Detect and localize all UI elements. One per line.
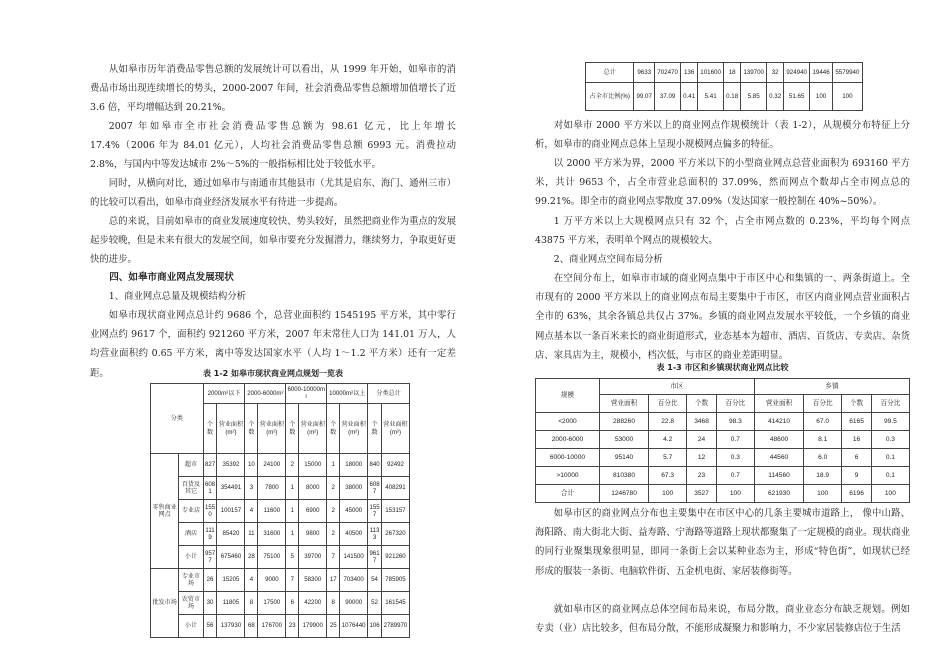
table-row (536, 467, 910, 485)
table-cell: 68 (245, 615, 258, 638)
table-cell: 3468 (687, 413, 717, 431)
table-caption: 表 1-3 市区和乡镇现状商业网点比较 (656, 363, 789, 372)
table-cell: 100157 (217, 500, 245, 523)
table-cell: 0.3 (871, 431, 909, 449)
table-cell: 10 (245, 454, 258, 477)
table-cell: 51.65 (784, 83, 810, 111)
table-cell: 6 (842, 449, 872, 467)
table-cell: 99.07 (634, 83, 655, 111)
header-cell: 个数 (245, 404, 258, 454)
table-cell: 53000 (599, 431, 648, 449)
table-cell: 百分比 (649, 395, 687, 413)
table-cell: 52 (368, 592, 382, 615)
table-cell: 924940 (784, 63, 810, 83)
table-cell: 22.8 (649, 413, 687, 431)
table-cell: 114560 (754, 467, 803, 485)
table-cell: 5.7 (649, 449, 687, 467)
table-cell: 0.32 (767, 83, 784, 111)
table-cell: 15205 (217, 569, 245, 592)
table-cell: 2 (327, 523, 340, 546)
table-cell: 1557 (368, 500, 382, 523)
table-cell: 24 (687, 431, 717, 449)
table-cell: 6165 (842, 413, 872, 431)
table-cell: 92492 (381, 454, 409, 477)
table-cell: 占全市比例(%) (586, 83, 634, 111)
table-cell: 百分比 (716, 395, 754, 413)
table-cell: 9 (842, 467, 872, 485)
table-cell: 267320 (381, 523, 409, 546)
table-cell: 58300 (299, 569, 327, 592)
table-cell: 1 (286, 500, 299, 523)
table-cell: 44560 (754, 449, 803, 467)
table-cell: 8 (245, 592, 258, 615)
table-cell: 161545 (381, 592, 409, 615)
table-cell: 18000 (340, 454, 368, 477)
table-cell: 54 (368, 569, 382, 592)
table-cell: 100 (832, 83, 862, 111)
table-cell: 810380 (599, 467, 648, 485)
table-cell: 921260 (381, 546, 409, 569)
table-cell: 100 (804, 485, 842, 503)
table-cell: 9800 (299, 523, 327, 546)
header-cell: 乡镇 (754, 379, 909, 395)
table-cell: 11805 (217, 592, 245, 615)
table-cell: 11600 (258, 500, 286, 523)
table-cell: 17 (327, 569, 340, 592)
table-row (586, 63, 863, 83)
table-row (536, 431, 910, 449)
header-cell: 个数 (327, 404, 340, 454)
table-cell: 25 (327, 615, 340, 638)
paragraph: 如皋市区的商业网点分布也主要集中在市区中心的几条主要城市道路上， 像中山路、海阳路、南大街北大街、益寿路、宁海路等道路上现状都聚集了一定规模的商业。现状商业的同行业聚集现象很明显，即同一条街上会以某种业态为主，形成“特色街”，如现状已经形成的服装一条街、电脑软件街、五金机电街、家居装修街等。 (535, 508, 911, 577)
table-cell: 15000 (299, 454, 327, 477)
paragraph: 从如皋市历年消费品零售总额的发展统计可以看出，从 1999 年开始，如皋市的消费品市场出现连续增长的势头，2000-2007 年间，社会消费品零售总额增加值增长了近 3.6 倍，平均增幅达到 20.21%。 (90, 64, 456, 114)
paragraph: 如皋市现状商业网点总计约 9686 个，总营业面积约 1545195 平方米，其中零行业网点约 9617 个，面积约 921260 平方米，2007 年末常住人口为 141.01 万人，人均营业面积约 0.65 平方米，离中等发达国家水平（人均 1～1.2 平方米）还有一定差距。 (90, 310, 456, 379)
header-cell: 个数 (368, 404, 382, 454)
table-cell: 4.2 (649, 431, 687, 449)
header-cell: 2000-6000m² (245, 384, 286, 404)
header-cell: 营业面积(m²) (299, 404, 327, 454)
table-cell: 354491 (217, 477, 245, 500)
table-row (151, 546, 410, 569)
table-cell: 35392 (217, 454, 245, 477)
paragraph: 同时，从横向对比，通过如皋市与南通市其他县市（尤其是启东、海门、通州三市）的比较可以看出，如皋市商业经济发展水平有待进一步提高。 (90, 178, 456, 209)
table-cell: 1 (286, 477, 299, 500)
table-cell: 2 (286, 454, 299, 477)
table-row (151, 615, 410, 638)
paragraph: 在空间分布上，如皋市市域的商业网点集中于市区中心和集镇的一、两条街道上。全市现有的 2000 平方米以上的商业网点布局主要集中于市区，市区内商业网点营业面积占全市的 63%，其余各镇总共仅占 37%。乡镇的商业网点发展水平较低，一个乡镇的商业网点基本以一条百米来长的商业街道形式，业态基本为超市、酒店、百货店、专卖店、杂货店、家具店为主，规模小，档次低，与市区的商业差距明显。 (535, 273, 911, 361)
table-cell: 675460 (217, 546, 245, 569)
table-cell: 23 (286, 615, 299, 638)
table-cell: 1550 (203, 500, 217, 523)
table-cell: 18.9 (804, 467, 842, 485)
header-cell: 10000m²以上 (327, 384, 368, 404)
table-cell: 0.1 (871, 449, 909, 467)
table-cell: 0.7 (716, 467, 754, 485)
table-row (151, 477, 410, 500)
table-cell: 6.0 (804, 449, 842, 467)
table-cell: 90000 (340, 592, 368, 615)
table-cell: 5.41 (697, 83, 723, 111)
table-cell: 621930 (754, 485, 803, 503)
table-cell: 40500 (340, 523, 368, 546)
paragraph: 对如皋市 2000 平方米以上的商业网点作规模统计（表 1-2），从规模分布特征上分析，如皋市的商业网点总体上呈现小规模网点偏多的特征。 (535, 120, 910, 151)
table-cell: 42200 (299, 592, 327, 615)
table-cell: 39700 (299, 546, 327, 569)
table-row (151, 500, 410, 523)
table-cell: 136 (681, 63, 698, 83)
table-cell: 小计 (179, 546, 203, 569)
table-cell: 30 (203, 592, 217, 615)
table-cell: 6900 (299, 500, 327, 523)
table-cell: 0.41 (681, 83, 698, 111)
table-cell: 4 (245, 569, 258, 592)
table-cell: 31600 (258, 523, 286, 546)
table-row (586, 83, 863, 111)
table-cell: 1 (327, 454, 340, 477)
table-cell: 95140 (599, 449, 648, 467)
table-cell: 3 (245, 477, 258, 500)
table-cell: 414210 (754, 413, 803, 431)
table-cell: 1246780 (599, 485, 648, 503)
table-cell: 0.1 (871, 467, 909, 485)
table-row (151, 569, 410, 592)
subsection-heading: 2、商业网点空间布局分析 (553, 254, 663, 265)
header-cell: 市区 (599, 379, 754, 395)
table-cell: 9577 (203, 546, 217, 569)
table-cell: 98.3 (716, 413, 754, 431)
table-cell: 101600 (697, 63, 723, 83)
header-cell: 营业面积(m²) (258, 404, 286, 454)
table-cell: 5.85 (741, 83, 767, 111)
header-cell: 6000-10000m² (286, 384, 327, 404)
table-cell: 7800 (258, 477, 286, 500)
table-cell: 12 (687, 449, 717, 467)
table-cell: 5 (286, 546, 299, 569)
table-cell: <2000 (536, 413, 600, 431)
table-cell: 45000 (340, 500, 368, 523)
table-cell: 38000 (340, 477, 368, 500)
table-cell: 176700 (258, 615, 286, 638)
table-cell: 超市 (179, 454, 203, 477)
table-cell: 11 (245, 523, 258, 546)
table-cell: 7 (286, 569, 299, 592)
header-cell: 规模 (536, 379, 600, 413)
section-heading: 四、如皋市商业网点发展现状 (109, 272, 234, 283)
table-cell: 2 (327, 477, 340, 500)
table-cell: 85420 (217, 523, 245, 546)
table-cell: 100 (649, 485, 687, 503)
paragraph: 总的来说，目前如皋市的商业发展速度较快、势头较好，虽然把商业作为重点的发展起步较晚，但是未来有很大的发展空间，如皋市要充分发掘潜力，继续努力，争取更好更快的进步。 (90, 216, 456, 266)
table-cell: 99.5 (871, 413, 909, 431)
table-cell: 827 (203, 454, 217, 477)
table-cell: 1133 (368, 523, 382, 546)
table-row (536, 485, 910, 503)
paragraph: 以 2000 平方米为界，2000 平方米以下的小型商业网点总营业面积为 693160 平方米，共计 9653 个，占全市营业总面积的 37.09%，然而网点个数却占全市网点总的 99.21%。即全市的商业网点零散度 37.09%（发达国家一般控制在 40%~50%）。 (535, 158, 910, 208)
table-cell: 6087 (368, 477, 382, 500)
header-cell: 分类总计 (368, 384, 410, 404)
table-cell: 0.3 (716, 449, 754, 467)
table-cell: 785905 (381, 569, 409, 592)
table-cell: 0.7 (716, 431, 754, 449)
table-cell: 零售商业网点 (151, 454, 179, 569)
table-cell: 17500 (258, 592, 286, 615)
table-cell: 37.09 (654, 83, 680, 111)
table-cell: 18 (724, 63, 741, 83)
table-row (151, 523, 410, 546)
table-cell: 个数 (842, 395, 872, 413)
table-cell: 酒店 (179, 523, 203, 546)
table-cell: 19446 (810, 63, 832, 83)
paragraph: 2007 年如皋市全市社会消费品零售总额为 98.61 亿元，比上年增长 17.4%（2006 年为 84.01 亿元），人均社会消费品零售总额 6993 元。消费拉动 2.8%，与国内中等发达城市 2%～5%的一般指标相比处于较低水平。 (90, 121, 456, 171)
table-cell: 100 (716, 485, 754, 503)
table-cell: 5579940 (832, 63, 862, 83)
header-cell: 分类 (151, 384, 204, 454)
header-cell: 营业面积(m²) (381, 404, 409, 454)
table-cell: 1119 (203, 523, 217, 546)
table-cell: 141500 (340, 546, 368, 569)
table-cell: 农贸市场 (179, 592, 203, 615)
table-cell: 288260 (599, 413, 648, 431)
table-cell: 6000-10000 (536, 449, 600, 467)
subsection-heading: 1、商业网点总量及规模结构分析 (108, 291, 247, 302)
table-cell: 营业面积 (754, 395, 803, 413)
table-cell: 9000 (258, 569, 286, 592)
table-cell: 153157 (381, 500, 409, 523)
table-cell: 100 (810, 83, 832, 111)
table-cell: 100 (871, 485, 909, 503)
table-cell: 23 (687, 467, 717, 485)
table-cell: 2789970 (381, 615, 409, 638)
paragraph: 就如皋市区的商业网点总体空间布局来说，布局分散，商业业态分布缺乏规划。例如专卖（业）店比较多，但布局分散，不能形成凝聚力和影响力，不少家居装修店位于生活 (535, 604, 910, 635)
table-caption: 表 1-2 如皋市现状商业网点规划一览表 (202, 369, 344, 378)
table-cell: 4 (245, 500, 258, 523)
table-cell: 24100 (258, 454, 286, 477)
table-cell: 179900 (299, 615, 327, 638)
table-cell: 小计 (179, 615, 203, 638)
table-cell: 专业店 (179, 500, 203, 523)
table-cell: 75100 (258, 546, 286, 569)
table-cell: 408291 (381, 477, 409, 500)
table-cell: 总计 (586, 63, 634, 83)
table-cell: 67.0 (804, 413, 842, 431)
table-cell: 8000 (299, 477, 327, 500)
table-row (151, 454, 410, 477)
table-cell: 2000-6000 (536, 431, 600, 449)
table-cell: 百分比 (871, 395, 909, 413)
table-1-2-continued (585, 62, 863, 111)
table-cell: 合计 (536, 485, 600, 503)
table-cell: 专业市场 (179, 569, 203, 592)
table-cell: 137930 (217, 615, 245, 638)
table-cell: 2 (327, 500, 340, 523)
table-cell: 3527 (687, 485, 717, 503)
table-1-3 (535, 378, 910, 503)
table-cell: 9633 (634, 63, 655, 83)
table-cell: 0.18 (724, 83, 741, 111)
table-cell: 6196 (842, 485, 872, 503)
table-cell: 批发市场 (151, 569, 179, 638)
header-cell: 2000m²以下 (203, 384, 245, 404)
table-1-2 (150, 383, 410, 638)
table-cell: 8.1 (804, 431, 842, 449)
table-cell: 26 (203, 569, 217, 592)
table-cell: 703400 (340, 569, 368, 592)
table-row (536, 449, 910, 467)
table-cell: 32 (767, 63, 784, 83)
table-cell: 8 (327, 592, 340, 615)
table-cell: 个数 (687, 395, 717, 413)
table-cell: 7 (327, 546, 340, 569)
table-cell: 702470 (654, 63, 680, 83)
header-cell: 营业面积(m²) (217, 404, 245, 454)
table-cell: 百分比 (804, 395, 842, 413)
table-row (151, 592, 410, 615)
table-cell: 6 (286, 592, 299, 615)
header-cell: 个数 (203, 404, 217, 454)
table-cell: 16 (842, 431, 872, 449)
header-cell: 营业面积(m²) (340, 404, 368, 454)
table-cell: 6081 (203, 477, 217, 500)
table-cell: 106 (368, 615, 382, 638)
table-cell: 百货及其它 (179, 477, 203, 500)
table-cell: 28 (245, 546, 258, 569)
table-row (536, 413, 910, 431)
table-cell: 营业面积 (599, 395, 648, 413)
table-cell: 1 (286, 523, 299, 546)
table-cell: 48600 (754, 431, 803, 449)
table-cell: 840 (368, 454, 382, 477)
table-cell: 1076440 (340, 615, 368, 638)
table-cell: >10000 (536, 467, 600, 485)
header-cell: 个数 (286, 404, 299, 454)
table-cell: 56 (203, 615, 217, 638)
table-cell: 67.3 (649, 467, 687, 485)
table-cell: 9617 (368, 546, 382, 569)
table-cell: 139700 (741, 63, 767, 83)
paragraph: 1 万平方米以上大规模网点只有 32 个，占全市网点数的 0.23%，平均每个网点 43875 平方米，表明单个网点的规模较大。 (535, 216, 910, 247)
